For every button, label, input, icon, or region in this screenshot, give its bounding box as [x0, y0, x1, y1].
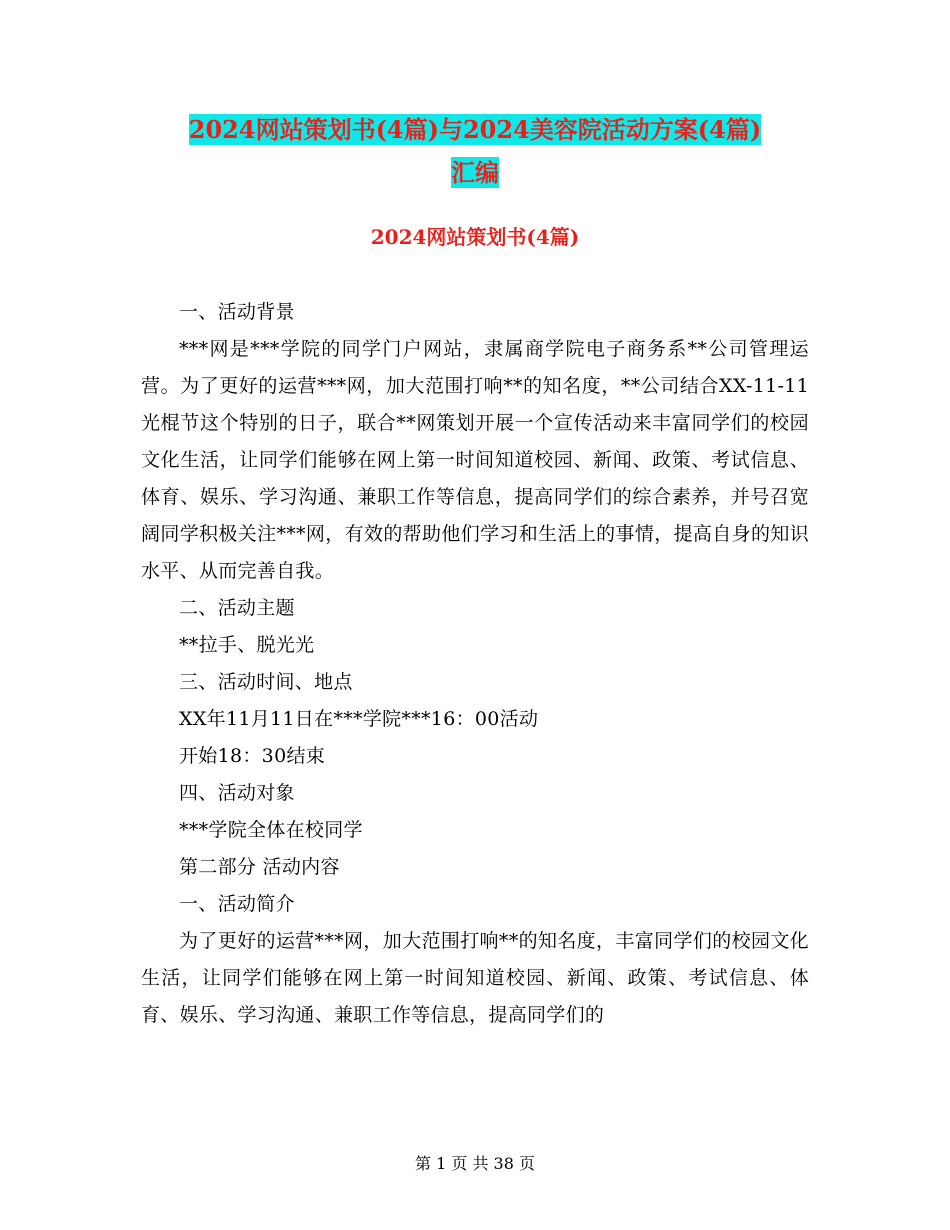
document-title-line-1: 2024网站策划书(4篇)与2024美容院活动方案(4篇) — [188, 115, 762, 144]
paragraph-time-start: XX年11月11日在***学院***16：00活动 — [179, 708, 539, 730]
paragraph-target: ***学院全体在校同学 — [179, 819, 363, 841]
paragraph-intro: 为了更好的运营***网，加大范围打响**的知名度，丰富同学们的校园文化生活，让同学们能够在网上第一时间知道校园、新闻、政策、考试信息、体育、娱乐、学习沟通、兼职工作等信息，提高同学们的 — [141, 930, 809, 1026]
document-title-continued — [0, 156, 950, 190]
heading-activity-background: 一、活动背景 — [179, 301, 295, 323]
paragraph-time-end: 开始18：30结束 — [179, 745, 326, 767]
heading-activity-intro: 一、活动简介 — [179, 893, 295, 915]
paragraph-theme: **拉手、脱光光 — [179, 634, 315, 656]
heading-time-place: 三、活动时间、地点 — [179, 671, 353, 693]
section-title: 2024网站策划书(4篇) — [370, 225, 580, 249]
page-number-footer: 第 1 页 共 38 页 — [415, 1154, 535, 1173]
paragraph-background: ***网是***学院的同学门户网站，隶属商学院电子商务系**公司管理运营。为了更好的运营***网，加大范围打响**的知名度，**公司结合XX-11-11光棍节这个特别的日子，联合**网策划开展一个宣传活动来丰富同学们的校园文化生活，让同学们能够在网上第一时间知道校园、新闻、政策、考试信息、体育、娱乐、学习沟通、兼职工作等信息，提高同学们的综合素养，并号召宽阔同学积极关注***网，有效的帮助他们学习和生活上的事情，提高自身的知识水平、从而完善自我。 — [141, 338, 809, 582]
heading-activity-theme: 二、活动主题 — [179, 597, 295, 619]
heading-part-two: 第二部分 活动内容 — [179, 856, 340, 878]
heading-activity-target: 四、活动对象 — [179, 782, 295, 804]
document-body — [141, 294, 809, 1034]
document-title — [0, 113, 950, 147]
document-title-line-2: 汇编 — [451, 158, 499, 187]
